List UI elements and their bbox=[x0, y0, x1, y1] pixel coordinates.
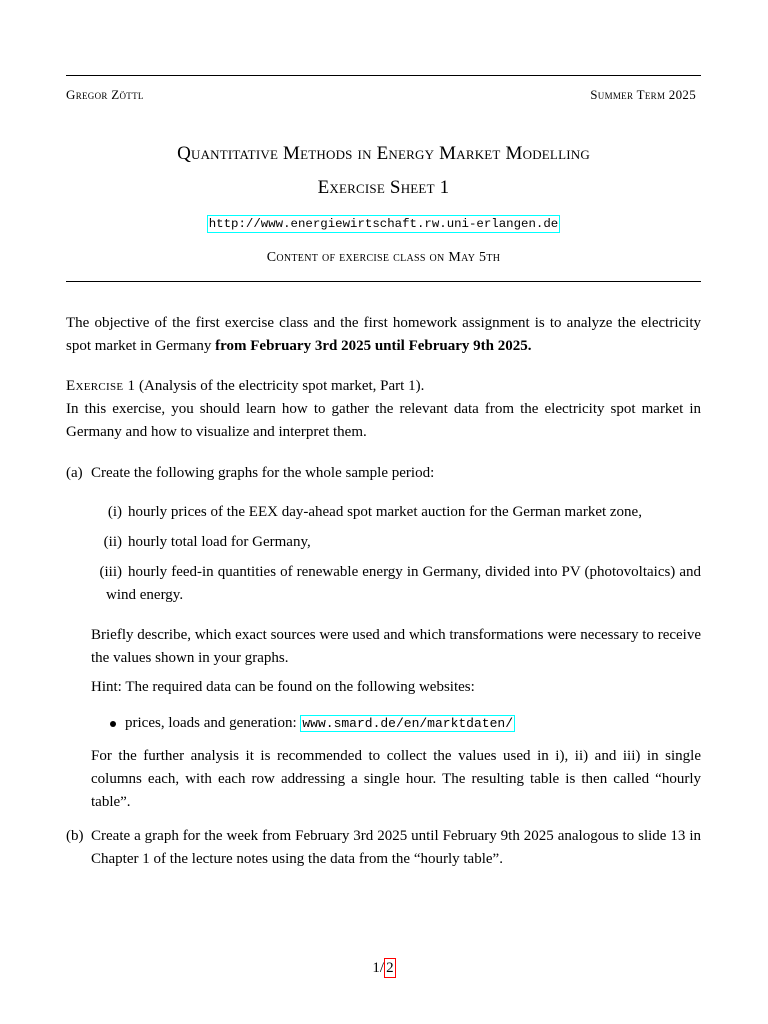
current-page: 1 bbox=[372, 960, 380, 976]
exercise-label: Exercise 1 bbox=[66, 378, 136, 394]
intro-date-range: from February 3rd 2025 until February 9th 2025. bbox=[215, 338, 532, 354]
term-label: Summer Term 2025 bbox=[590, 87, 696, 102]
exercise-heading bbox=[66, 375, 701, 398]
item-label: (iii) bbox=[99, 564, 122, 580]
smard-link[interactable]: www.smard.de/en/marktdaten/ bbox=[302, 716, 513, 731]
item-label: (ii) bbox=[103, 534, 122, 550]
part-b bbox=[66, 825, 701, 871]
item-label: (i) bbox=[107, 504, 122, 520]
document-title: Quantitative Methods in Energy Market Modelling bbox=[177, 143, 590, 164]
source-bullet bbox=[91, 712, 701, 735]
total-pages-link[interactable]: 2 bbox=[386, 960, 394, 976]
intro-text: The objective of the first exercise class and the first homework assignment is to analyze the electricity spot market in Germany bbox=[66, 315, 701, 354]
describe-paragraph: Briefly describe, which exact sources were used and which transformations were necessary to receive the values shown in your graphs. bbox=[91, 627, 701, 666]
graph-list bbox=[99, 501, 701, 607]
part-a bbox=[66, 462, 701, 814]
hint-paragraph: Hint: The required data can be found on the following websites: bbox=[91, 679, 475, 695]
bullet-icon bbox=[110, 721, 116, 727]
main-content bbox=[66, 312, 701, 871]
title-url-line bbox=[66, 213, 701, 233]
top-rule bbox=[66, 75, 701, 76]
institute-url-link[interactable]: http://www.energiewirtschaft.rw.uni-erlangen.de bbox=[208, 217, 559, 231]
author-name: Gregor Zöttl bbox=[66, 87, 144, 102]
part-a-text: Create the following graphs for the whole sample period: bbox=[91, 465, 435, 481]
exercise-subtitle: (Analysis of the electricity spot market, Part 1). bbox=[139, 378, 425, 394]
list-item bbox=[103, 531, 701, 554]
part-a-label: (a) bbox=[66, 465, 83, 481]
item-text: hourly prices of the EEX day-ahead spot market auction for the German market zone, bbox=[128, 504, 642, 520]
list-item bbox=[106, 501, 701, 524]
exercise-description: In this exercise, you should learn how to gather the relevant data from the electricity spot market in Germany and how to visualize and interpret them. bbox=[66, 401, 701, 440]
bullet-text: prices, loads and generation: bbox=[125, 715, 297, 731]
item-text: hourly feed-in quantities of renewable energy in Germany, divided into PV (photovoltaics) and wind energy. bbox=[106, 564, 701, 603]
content-note: Content of exercise class on May 5th bbox=[266, 250, 501, 265]
title-rule bbox=[66, 281, 701, 282]
exercise-block bbox=[66, 375, 701, 444]
part-b-text: Create a graph for the week from February 3rd 2025 until February 9th 2025 analogous to slide 13 in Chapter 1 of the lecture notes using the data from the “hourly table”. bbox=[91, 828, 701, 867]
page-separator: / bbox=[379, 960, 385, 976]
page-header bbox=[66, 86, 696, 104]
list-item bbox=[99, 561, 701, 607]
page-number bbox=[0, 957, 768, 979]
item-text: hourly total load for Germany, bbox=[128, 534, 311, 550]
part-b-label: (b) bbox=[66, 828, 84, 844]
further-paragraph: For the further analysis it is recommended to collect the values used in i), ii) and iii) in single columns each, with each row addressing a single hour. The resulting table is then called “hourly table”. bbox=[91, 748, 701, 810]
intro-paragraph bbox=[66, 312, 701, 358]
sheet-title: Exercise Sheet 1 bbox=[317, 177, 450, 198]
